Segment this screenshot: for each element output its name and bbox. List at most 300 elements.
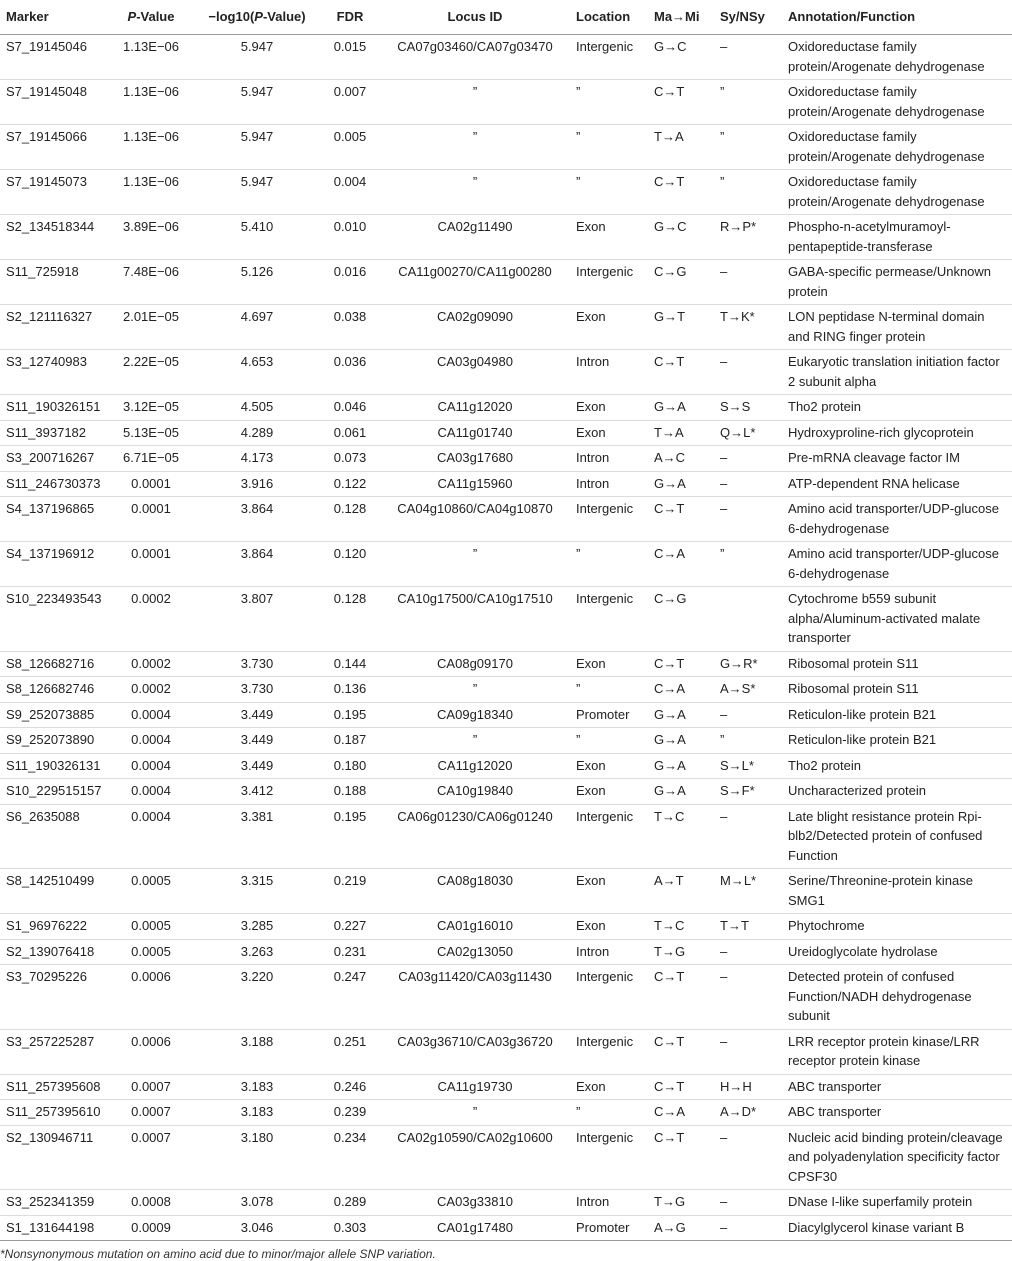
cell-marker: S7_19145046 [0, 35, 108, 80]
cell-annotation: Cytochrome b559 subunit alpha/Aluminum-activated malate transporter [782, 587, 1012, 652]
cell-pvalue: 0.0001 [108, 471, 194, 497]
cell-fdr: 0.073 [320, 446, 380, 472]
cell-annotation: Uncharacterized protein [782, 779, 1012, 805]
cell-fdr: 0.005 [320, 125, 380, 170]
cell-fdr: 0.036 [320, 350, 380, 395]
cell-annotation: Phospho-n-acetylmuramoyl-pentapeptide-transferase [782, 215, 1012, 260]
cell-mami: G→C [648, 215, 714, 260]
cell-mami: T→C [648, 914, 714, 940]
cell-mami: C→A [648, 677, 714, 703]
cell-location: Exon [570, 914, 648, 940]
cell-fdr: 0.289 [320, 1190, 380, 1216]
cell-location: Intergenic [570, 35, 648, 80]
cell-log-pvalue: 4.505 [194, 395, 320, 421]
table-row [0, 804, 1012, 869]
cell-pvalue: 0.0002 [108, 677, 194, 703]
cell-annotation: Tho2 protein [782, 395, 1012, 421]
cell-locus: CA11g19730 [380, 1074, 570, 1100]
table-row [0, 965, 1012, 1030]
cell-fdr: 0.128 [320, 497, 380, 542]
table-row [0, 471, 1012, 497]
cell-mami: T→A [648, 420, 714, 446]
cell-mami: A→C [648, 446, 714, 472]
cell-location: ” [570, 1100, 648, 1126]
cell-mami: C→T [648, 350, 714, 395]
cell-fdr: 0.234 [320, 1125, 380, 1190]
cell-mami: C→T [648, 965, 714, 1030]
cell-location: ” [570, 125, 648, 170]
cell-sy: S→L* [714, 753, 782, 779]
cell-annotation: LON peptidase N-terminal domain and RING finger protein [782, 305, 1012, 350]
cell-mami: C→G [648, 260, 714, 305]
cell-sy: – [714, 260, 782, 305]
cell-sy: – [714, 471, 782, 497]
cell-pvalue: 1.13E−06 [108, 35, 194, 80]
cell-location: Intergenic [570, 1029, 648, 1074]
cell-log-pvalue: 5.947 [194, 35, 320, 80]
cell-annotation: Oxidoreductase family protein/Arogenate dehydrogenase [782, 35, 1012, 80]
header-locus: Locus ID [380, 0, 570, 35]
cell-fdr: 0.251 [320, 1029, 380, 1074]
table-row [0, 542, 1012, 587]
cell-pvalue: 0.0004 [108, 753, 194, 779]
cell-annotation: ABC transporter [782, 1074, 1012, 1100]
cell-marker: S4_137196865 [0, 497, 108, 542]
cell-location: Intron [570, 350, 648, 395]
cell-location: Promoter [570, 702, 648, 728]
cell-mami: A→T [648, 869, 714, 914]
table-row [0, 170, 1012, 215]
table-row [0, 869, 1012, 914]
cell-log-pvalue: 3.220 [194, 965, 320, 1030]
cell-location: Exon [570, 753, 648, 779]
table-row [0, 350, 1012, 395]
table-row [0, 1029, 1012, 1074]
cell-marker: S8_126682716 [0, 651, 108, 677]
cell-log-pvalue: 3.381 [194, 804, 320, 869]
header-location: Location [570, 0, 648, 35]
cell-mami: C→A [648, 1100, 714, 1126]
cell-location: Exon [570, 395, 648, 421]
cell-log-pvalue: 3.046 [194, 1215, 320, 1241]
cell-sy: – [714, 497, 782, 542]
cell-marker: S2_130946711 [0, 1125, 108, 1190]
cell-location: Intergenic [570, 587, 648, 652]
cell-pvalue: 0.0009 [108, 1215, 194, 1241]
cell-fdr: 0.144 [320, 651, 380, 677]
header-pvalue [108, 0, 194, 35]
cell-marker: S4_137196912 [0, 542, 108, 587]
cell-marker: S10_223493543 [0, 587, 108, 652]
cell-locus: CA10g19840 [380, 779, 570, 805]
table-row [0, 80, 1012, 125]
cell-location: Intergenic [570, 260, 648, 305]
cell-marker: S7_19145066 [0, 125, 108, 170]
cell-pvalue: 0.0007 [108, 1074, 194, 1100]
cell-marker: S9_252073885 [0, 702, 108, 728]
cell-annotation: Nucleic acid binding protein/cleavage and polyadenylation specificity factor CPSF30 [782, 1125, 1012, 1190]
header-pvalue-rest: -Value [136, 9, 175, 24]
cell-marker: S11_3937182 [0, 420, 108, 446]
cell-annotation: Diacylglycerol kinase variant B [782, 1215, 1012, 1241]
cell-log-pvalue: 5.410 [194, 215, 320, 260]
cell-pvalue: 0.0005 [108, 869, 194, 914]
cell-sy: Q→L* [714, 420, 782, 446]
cell-marker: S11_257395610 [0, 1100, 108, 1126]
cell-location: ” [570, 728, 648, 754]
cell-annotation: Eukaryotic translation initiation factor 2 subunit alpha [782, 350, 1012, 395]
cell-mami: G→A [648, 395, 714, 421]
cell-locus: CA11g01740 [380, 420, 570, 446]
cell-locus: ” [380, 542, 570, 587]
header-annotation: Annotation/Function [782, 0, 1012, 35]
table-row [0, 395, 1012, 421]
cell-annotation: Amino acid transporter/UDP-glucose 6-dehydrogenase [782, 542, 1012, 587]
cell-pvalue: 0.0004 [108, 728, 194, 754]
cell-fdr: 0.122 [320, 471, 380, 497]
cell-fdr: 0.231 [320, 939, 380, 965]
cell-fdr: 0.046 [320, 395, 380, 421]
cell-location: Intron [570, 1190, 648, 1216]
table-row [0, 587, 1012, 652]
cell-mami: C→T [648, 651, 714, 677]
cell-sy: T→K* [714, 305, 782, 350]
cell-fdr: 0.010 [320, 215, 380, 260]
header-log-italic: P [254, 9, 263, 24]
cell-log-pvalue: 3.315 [194, 869, 320, 914]
cell-sy: A→S* [714, 677, 782, 703]
table-footnote: *Nonsynonymous mutation on amino acid due to minor/major allele SNP variation. [0, 1247, 436, 1261]
cell-sy: ” [714, 542, 782, 587]
cell-pvalue: 3.89E−06 [108, 215, 194, 260]
table-row [0, 1215, 1012, 1241]
cell-annotation: Ureidoglycolate hydrolase [782, 939, 1012, 965]
cell-pvalue: 2.22E−05 [108, 350, 194, 395]
cell-location: Promoter [570, 1215, 648, 1241]
cell-locus: CA07g03460/CA07g03470 [380, 35, 570, 80]
table-row [0, 215, 1012, 260]
cell-log-pvalue: 3.916 [194, 471, 320, 497]
cell-sy: ” [714, 170, 782, 215]
cell-log-pvalue: 3.449 [194, 753, 320, 779]
cell-locus: ” [380, 170, 570, 215]
cell-log-pvalue: 3.449 [194, 728, 320, 754]
cell-marker: S11_725918 [0, 260, 108, 305]
cell-mami: A→G [648, 1215, 714, 1241]
cell-sy: H→H [714, 1074, 782, 1100]
cell-locus: CA03g11420/CA03g11430 [380, 965, 570, 1030]
cell-fdr: 0.195 [320, 804, 380, 869]
cell-annotation: Ribosomal protein S11 [782, 651, 1012, 677]
cell-mami: C→T [648, 497, 714, 542]
cell-sy: – [714, 446, 782, 472]
cell-annotation: Oxidoreductase family protein/Arogenate dehydrogenase [782, 125, 1012, 170]
cell-log-pvalue: 3.449 [194, 702, 320, 728]
cell-log-pvalue: 3.180 [194, 1125, 320, 1190]
cell-location: Intergenic [570, 1125, 648, 1190]
table-row [0, 1125, 1012, 1190]
cell-log-pvalue: 5.126 [194, 260, 320, 305]
cell-fdr: 0.227 [320, 914, 380, 940]
cell-marker: S2_121116327 [0, 305, 108, 350]
cell-pvalue: 0.0008 [108, 1190, 194, 1216]
cell-marker: S3_257225287 [0, 1029, 108, 1074]
cell-location: Exon [570, 215, 648, 260]
cell-fdr: 0.136 [320, 677, 380, 703]
cell-fdr: 0.195 [320, 702, 380, 728]
header-pvalue-italic: P [127, 9, 137, 24]
cell-fdr: 0.180 [320, 753, 380, 779]
cell-pvalue: 0.0004 [108, 779, 194, 805]
cell-locus: CA03g17680 [380, 446, 570, 472]
cell-locus: ” [380, 1100, 570, 1126]
cell-pvalue: 0.0006 [108, 965, 194, 1030]
cell-locus: CA08g09170 [380, 651, 570, 677]
cell-locus: CA02g13050 [380, 939, 570, 965]
cell-pvalue: 0.0006 [108, 1029, 194, 1074]
cell-fdr: 0.120 [320, 542, 380, 587]
cell-log-pvalue: 4.173 [194, 446, 320, 472]
cell-locus: CA02g09090 [380, 305, 570, 350]
cell-log-pvalue: 3.183 [194, 1074, 320, 1100]
cell-marker: S11_190326131 [0, 753, 108, 779]
cell-mami: G→A [648, 471, 714, 497]
cell-pvalue: 7.48E−06 [108, 260, 194, 305]
cell-annotation: Reticulon-like protein B21 [782, 702, 1012, 728]
cell-marker: S9_252073890 [0, 728, 108, 754]
table-header [0, 0, 1012, 35]
cell-pvalue: 5.13E−05 [108, 420, 194, 446]
cell-mami: C→T [648, 80, 714, 125]
header-sy: Sy/NSy [714, 0, 782, 35]
cell-pvalue: 0.0002 [108, 587, 194, 652]
table-row [0, 305, 1012, 350]
cell-fdr: 0.188 [320, 779, 380, 805]
cell-pvalue: 0.0002 [108, 651, 194, 677]
cell-locus: CA06g01230/CA06g01240 [380, 804, 570, 869]
table-row [0, 1074, 1012, 1100]
cell-location: Intergenic [570, 497, 648, 542]
cell-location: ” [570, 80, 648, 125]
cell-mami: C→T [648, 170, 714, 215]
cell-locus: CA03g04980 [380, 350, 570, 395]
cell-marker: S11_246730373 [0, 471, 108, 497]
cell-sy: – [714, 804, 782, 869]
cell-locus: CA01g17480 [380, 1215, 570, 1241]
cell-annotation: ATP-dependent RNA helicase [782, 471, 1012, 497]
cell-log-pvalue: 3.183 [194, 1100, 320, 1126]
cell-locus: CA11g15960 [380, 471, 570, 497]
cell-pvalue: 1.13E−06 [108, 80, 194, 125]
cell-pvalue: 6.71E−05 [108, 446, 194, 472]
table-row [0, 35, 1012, 80]
cell-annotation: Reticulon-like protein B21 [782, 728, 1012, 754]
cell-fdr: 0.128 [320, 587, 380, 652]
cell-fdr: 0.187 [320, 728, 380, 754]
cell-mami: T→A [648, 125, 714, 170]
cell-annotation: Oxidoreductase family protein/Arogenate dehydrogenase [782, 80, 1012, 125]
cell-sy: – [714, 35, 782, 80]
table-row [0, 677, 1012, 703]
cell-fdr: 0.007 [320, 80, 380, 125]
cell-mami: T→G [648, 939, 714, 965]
cell-pvalue: 0.0005 [108, 939, 194, 965]
cell-log-pvalue: 3.864 [194, 542, 320, 587]
table-row [0, 446, 1012, 472]
cell-pvalue: 2.01E−05 [108, 305, 194, 350]
cell-locus: CA04g10860/CA04g10870 [380, 497, 570, 542]
cell-mami: G→T [648, 305, 714, 350]
cell-pvalue: 0.0001 [108, 497, 194, 542]
cell-annotation: Pre-mRNA cleavage factor IM [782, 446, 1012, 472]
table-row [0, 939, 1012, 965]
cell-locus: CA03g36710/CA03g36720 [380, 1029, 570, 1074]
table-row [0, 728, 1012, 754]
cell-fdr: 0.004 [320, 170, 380, 215]
cell-location: Intron [570, 471, 648, 497]
cell-pvalue: 1.13E−06 [108, 170, 194, 215]
cell-sy: – [714, 1190, 782, 1216]
table-row [0, 914, 1012, 940]
cell-log-pvalue: 3.730 [194, 677, 320, 703]
cell-sy: R→P* [714, 215, 782, 260]
cell-location: ” [570, 542, 648, 587]
cell-locus: CA03g33810 [380, 1190, 570, 1216]
cell-locus: ” [380, 125, 570, 170]
cell-sy: S→F* [714, 779, 782, 805]
cell-location: Intergenic [570, 804, 648, 869]
cell-annotation: Phytochrome [782, 914, 1012, 940]
cell-marker: S7_19145073 [0, 170, 108, 215]
cell-sy: ” [714, 125, 782, 170]
cell-mami: G→C [648, 35, 714, 80]
table-row [0, 753, 1012, 779]
cell-mami: C→T [648, 1125, 714, 1190]
header-log-pvalue [194, 0, 320, 35]
cell-mami: C→T [648, 1074, 714, 1100]
cell-log-pvalue: 4.289 [194, 420, 320, 446]
cell-annotation: Ribosomal protein S11 [782, 677, 1012, 703]
cell-log-pvalue: 3.188 [194, 1029, 320, 1074]
cell-marker: S8_126682746 [0, 677, 108, 703]
cell-marker: S11_257395608 [0, 1074, 108, 1100]
cell-annotation: DNase I-like superfamily protein [782, 1190, 1012, 1216]
cell-marker: S2_139076418 [0, 939, 108, 965]
cell-pvalue: 3.12E−05 [108, 395, 194, 421]
table-row [0, 497, 1012, 542]
cell-pvalue: 0.0007 [108, 1125, 194, 1190]
cell-log-pvalue: 3.807 [194, 587, 320, 652]
cell-pvalue: 0.0004 [108, 804, 194, 869]
cell-locus: CA09g18340 [380, 702, 570, 728]
cell-sy: G→R* [714, 651, 782, 677]
cell-location: ” [570, 677, 648, 703]
cell-fdr: 0.015 [320, 35, 380, 80]
cell-sy: M→L* [714, 869, 782, 914]
cell-sy: ” [714, 728, 782, 754]
cell-fdr: 0.239 [320, 1100, 380, 1126]
cell-marker: S8_142510499 [0, 869, 108, 914]
cell-pvalue: 0.0001 [108, 542, 194, 587]
header-mami: Ma→Mi [648, 0, 714, 35]
cell-sy: – [714, 1215, 782, 1241]
cell-annotation: LRR receptor protein kinase/LRR receptor protein kinase [782, 1029, 1012, 1074]
cell-sy: – [714, 1125, 782, 1190]
cell-location: Exon [570, 779, 648, 805]
cell-sy: – [714, 939, 782, 965]
cell-marker: S7_19145048 [0, 80, 108, 125]
cell-annotation: Serine/Threonine-protein kinase SMG1 [782, 869, 1012, 914]
cell-annotation: GABA-specific permease/Unknown protein [782, 260, 1012, 305]
cell-marker: S6_2635088 [0, 804, 108, 869]
cell-locus: CA10g17500/CA10g17510 [380, 587, 570, 652]
table-row [0, 779, 1012, 805]
cell-marker: S3_200716267 [0, 446, 108, 472]
header-log-prefix: −log10( [208, 9, 255, 24]
cell-fdr: 0.061 [320, 420, 380, 446]
header-fdr: FDR [320, 0, 380, 35]
cell-log-pvalue: 3.078 [194, 1190, 320, 1216]
cell-marker: S3_252341359 [0, 1190, 108, 1216]
header-log-suffix: -Value) [262, 9, 306, 24]
table-row [0, 260, 1012, 305]
cell-locus: CA02g11490 [380, 215, 570, 260]
cell-log-pvalue: 3.730 [194, 651, 320, 677]
cell-mami: G→A [648, 753, 714, 779]
cell-sy: – [714, 965, 782, 1030]
cell-locus: CA02g10590/CA02g10600 [380, 1125, 570, 1190]
table-row [0, 125, 1012, 170]
cell-locus: CA01g16010 [380, 914, 570, 940]
cell-log-pvalue: 3.263 [194, 939, 320, 965]
cell-marker: S1_131644198 [0, 1215, 108, 1241]
cell-log-pvalue: 5.947 [194, 125, 320, 170]
cell-locus: ” [380, 728, 570, 754]
table-row [0, 702, 1012, 728]
cell-marker: S3_70295226 [0, 965, 108, 1030]
cell-fdr: 0.246 [320, 1074, 380, 1100]
cell-log-pvalue: 4.697 [194, 305, 320, 350]
cell-mami: G→A [648, 779, 714, 805]
cell-locus: CA08g18030 [380, 869, 570, 914]
cell-mami: C→G [648, 587, 714, 652]
cell-annotation: ABC transporter [782, 1100, 1012, 1126]
cell-mami: G→A [648, 728, 714, 754]
cell-location: Exon [570, 420, 648, 446]
cell-annotation: Detected protein of confused Function/NADH dehydrogenase subunit [782, 965, 1012, 1030]
cell-fdr: 0.016 [320, 260, 380, 305]
cell-mami: C→T [648, 1029, 714, 1074]
cell-location: Exon [570, 651, 648, 677]
table-body [0, 35, 1012, 1241]
cell-pvalue: 0.0005 [108, 914, 194, 940]
table-row [0, 1190, 1012, 1216]
cell-mami: G→A [648, 702, 714, 728]
cell-locus: CA11g12020 [380, 753, 570, 779]
cell-marker: S11_190326151 [0, 395, 108, 421]
cell-sy: – [714, 350, 782, 395]
cell-log-pvalue: 3.864 [194, 497, 320, 542]
cell-log-pvalue: 3.412 [194, 779, 320, 805]
cell-location: Intron [570, 446, 648, 472]
header-marker: Marker [0, 0, 108, 35]
cell-location: Exon [570, 869, 648, 914]
cell-location: Exon [570, 1074, 648, 1100]
table-row [0, 651, 1012, 677]
cell-log-pvalue: 5.947 [194, 80, 320, 125]
cell-fdr: 0.038 [320, 305, 380, 350]
cell-pvalue: 0.0007 [108, 1100, 194, 1126]
